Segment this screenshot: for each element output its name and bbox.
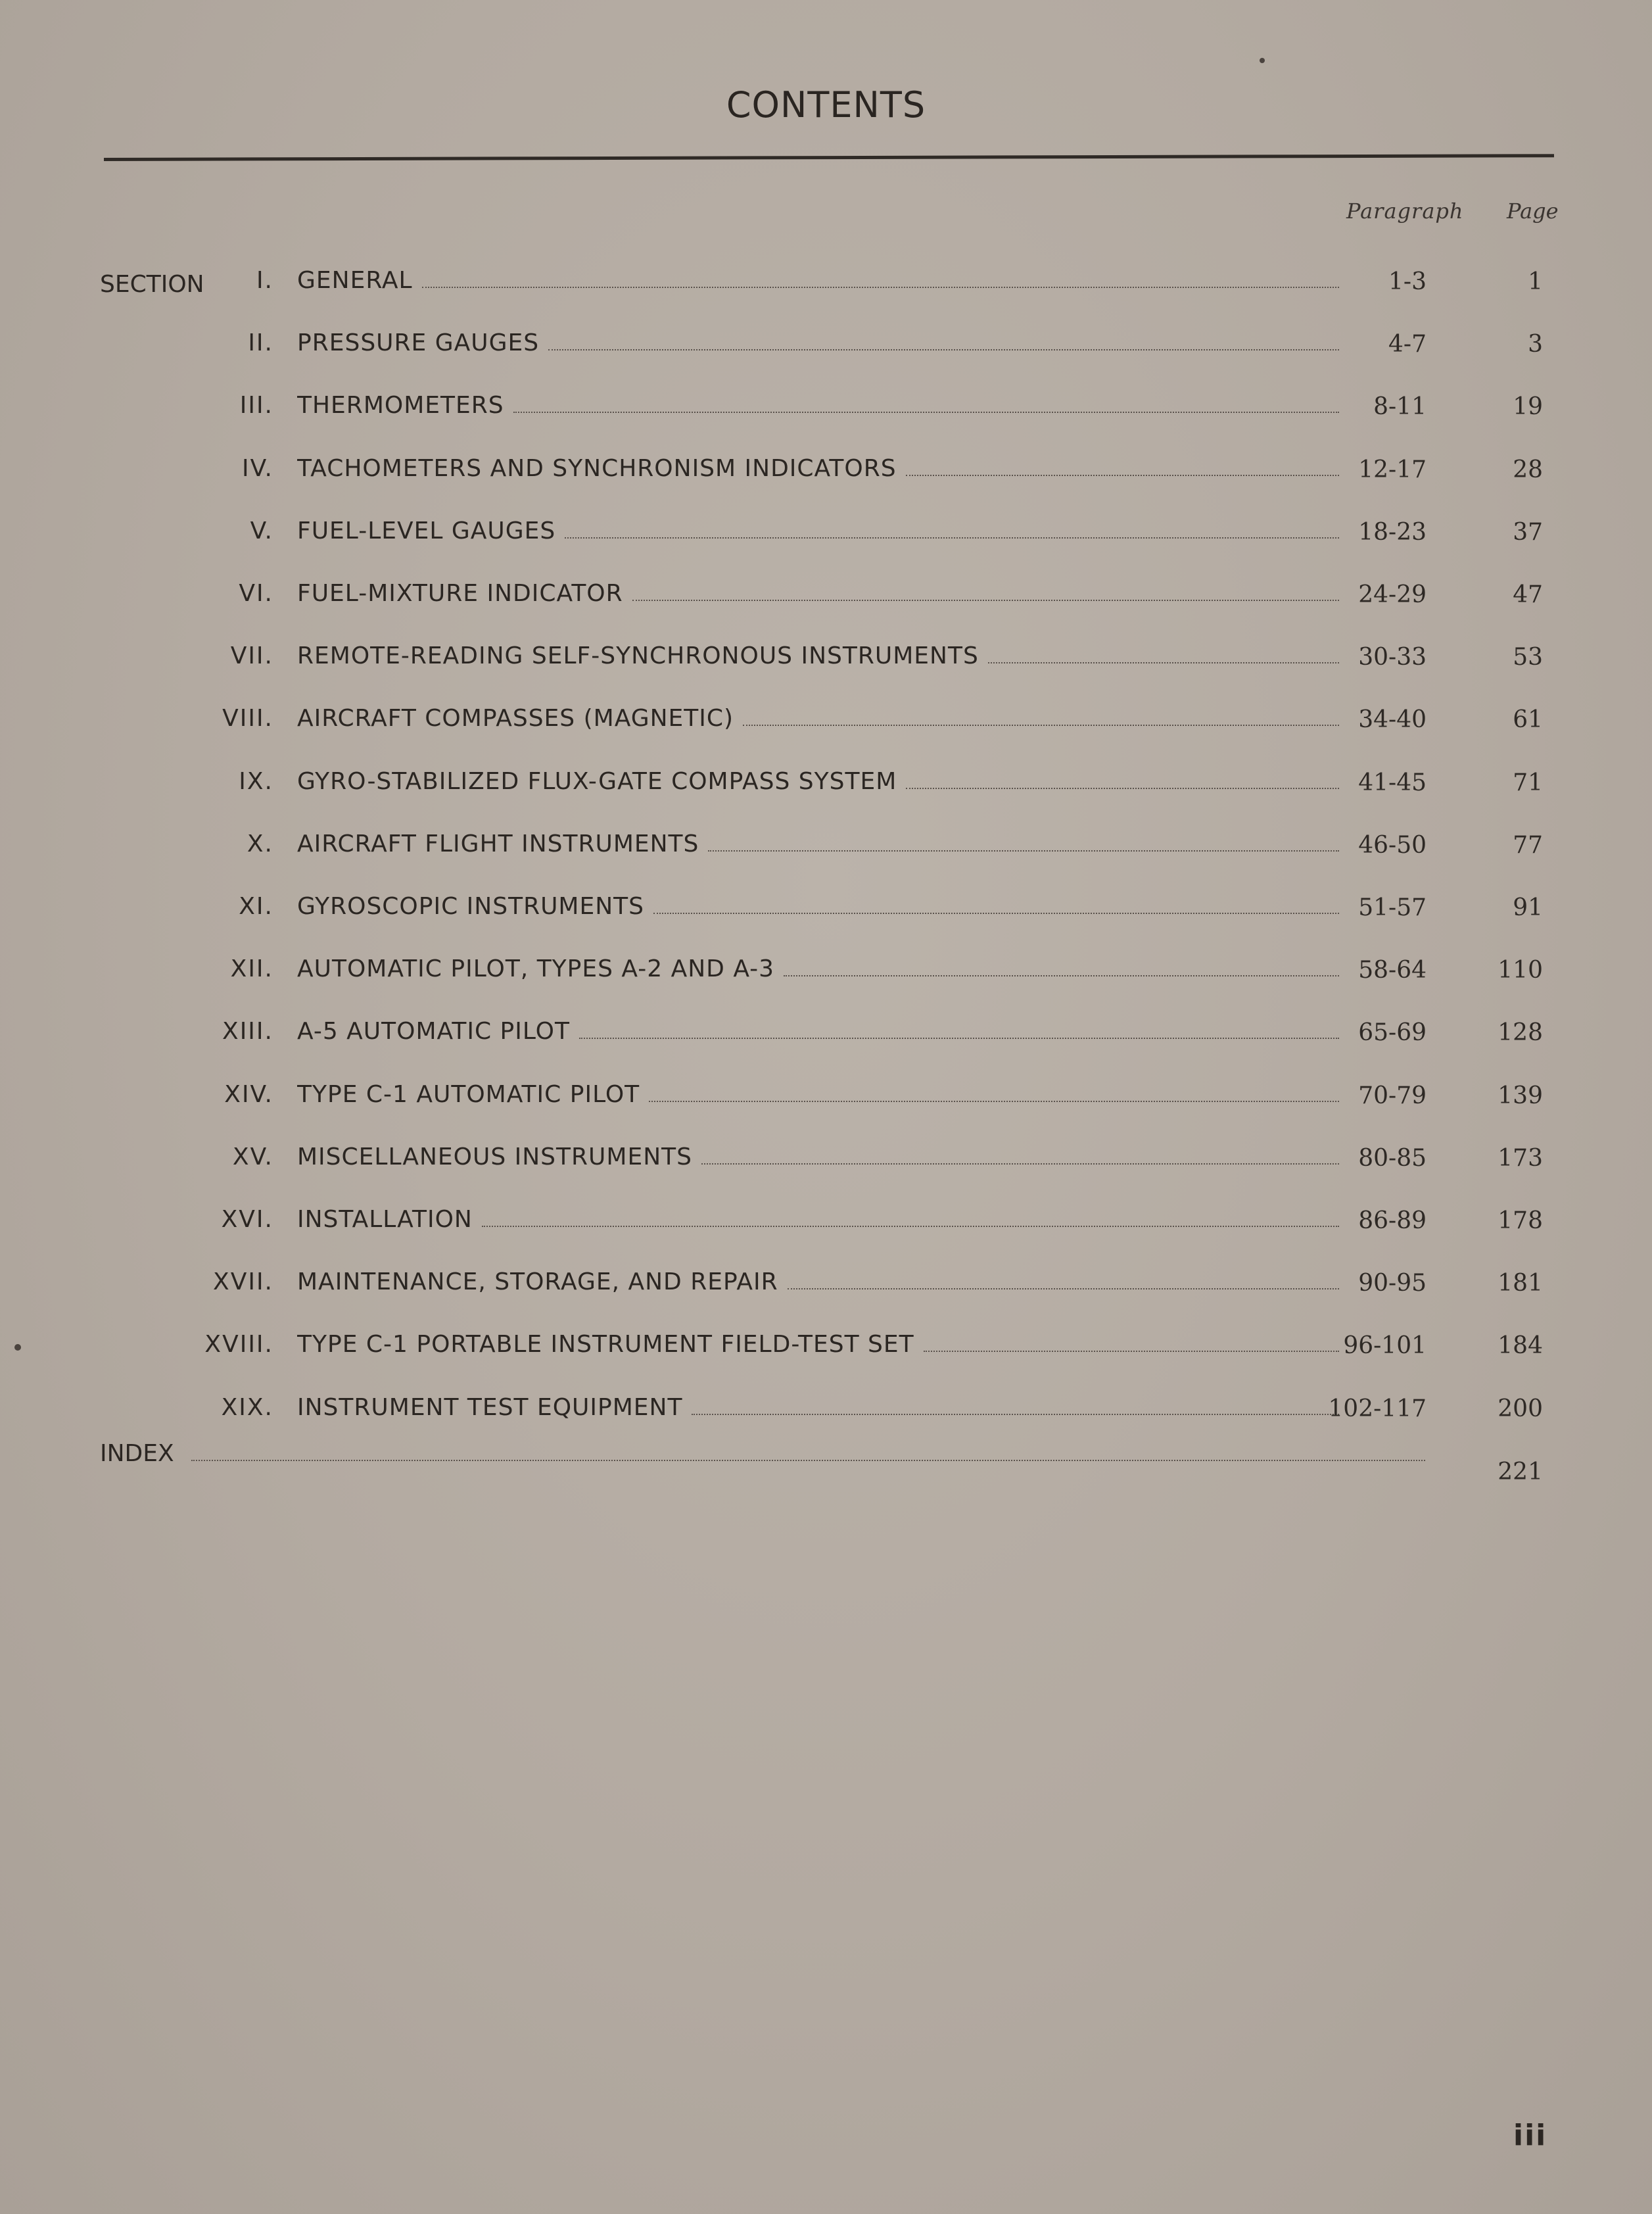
section-leader	[297, 1143, 1339, 1170]
page-number: 19	[1513, 393, 1543, 420]
index-label: INDEX	[100, 1440, 174, 1467]
toc-row[interactable]	[0, 267, 1652, 306]
toc-row[interactable]	[0, 1018, 1652, 1057]
dot-leader	[988, 662, 1339, 663]
paragraph-range: 1-3	[1388, 268, 1427, 295]
section-number: XVII.	[213, 1268, 273, 1295]
section-number: V.	[250, 517, 273, 544]
section-title: TYPE C-1 PORTABLE INSTRUMENT FIELD-TEST SET	[297, 1331, 914, 1358]
page-number: 77	[1513, 832, 1543, 859]
section-leader	[297, 392, 1339, 419]
dot-leader	[701, 1163, 1339, 1165]
page-number: 3	[1528, 331, 1543, 358]
dot-leader	[924, 1350, 1339, 1352]
toc-row[interactable]	[0, 768, 1652, 807]
toc-row[interactable]	[0, 955, 1652, 995]
section-title: A-5 AUTOMATIC PILOT	[297, 1018, 570, 1045]
toc-row[interactable]	[0, 1081, 1652, 1120]
section-number: XVI.	[221, 1206, 273, 1233]
paragraph-range: 58-64	[1358, 957, 1427, 984]
dot-leader	[906, 787, 1339, 789]
dot-leader	[579, 1037, 1339, 1039]
page-number: 1	[1528, 268, 1543, 295]
section-title: AUTOMATIC PILOT, TYPES A-2 AND A-3	[297, 955, 775, 982]
index-page-number: 221	[1498, 1458, 1543, 1485]
title-rule	[104, 154, 1554, 161]
dot-leader	[513, 411, 1339, 413]
section-title: INSTRUMENT TEST EQUIPMENT	[297, 1394, 683, 1421]
page-number: 61	[1513, 706, 1543, 733]
paragraph-range: 46-50	[1358, 832, 1427, 859]
page-number: 178	[1498, 1207, 1543, 1234]
section-leader	[297, 1206, 1339, 1233]
section-title: PRESSURE GAUGES	[297, 329, 540, 356]
paper-speck	[1260, 58, 1265, 63]
dot-leader	[743, 724, 1339, 726]
page-number: 200	[1498, 1395, 1543, 1422]
index-row[interactable]	[0, 1440, 1652, 1485]
page-number: 53	[1513, 644, 1543, 671]
paragraph-range: 41-45	[1358, 769, 1427, 796]
paragraph-range: 24-29	[1358, 581, 1427, 608]
page-number: 71	[1513, 769, 1543, 796]
toc-row[interactable]	[0, 1331, 1652, 1370]
dot-leader	[708, 850, 1339, 852]
section-number: XII.	[230, 955, 273, 982]
section-leader	[297, 1018, 1339, 1045]
section-number: XI.	[239, 893, 273, 920]
dot-leader	[482, 1225, 1339, 1227]
index-leader	[100, 1440, 1425, 1467]
paragraph-range: 12-17	[1358, 456, 1427, 483]
page-number: 184	[1498, 1332, 1543, 1359]
dot-leader	[784, 975, 1339, 976]
dot-leader	[422, 286, 1339, 288]
dot-leader	[548, 349, 1339, 350]
section-leader	[297, 329, 1339, 356]
section-title: TYPE C-1 AUTOMATIC PILOT	[297, 1081, 640, 1108]
section-leader	[297, 642, 1339, 669]
section-title: MISCELLANEOUS INSTRUMENTS	[297, 1143, 692, 1170]
paper-speck	[14, 1344, 21, 1351]
toc-row[interactable]	[0, 392, 1652, 431]
page-number: 37	[1513, 519, 1543, 546]
section-leader	[297, 893, 1339, 920]
section-leader	[297, 1331, 1339, 1358]
section-title: MAINTENANCE, STORAGE, AND REPAIR	[297, 1268, 778, 1295]
section-leader	[297, 455, 1339, 482]
section-leader	[297, 1268, 1339, 1295]
toc-row[interactable]	[0, 1268, 1652, 1308]
section-title: AIRCRAFT COMPASSES (MAGNETIC)	[297, 705, 734, 732]
toc-row[interactable]	[0, 642, 1652, 682]
section-leader	[297, 1394, 1339, 1421]
section-title: GYRO-STABILIZED FLUX-GATE COMPASS SYSTEM	[297, 768, 897, 795]
column-head-page: Page	[1507, 199, 1559, 224]
toc-row[interactable]	[0, 580, 1652, 619]
section-leader	[297, 1081, 1339, 1108]
paragraph-range: 34-40	[1358, 706, 1427, 733]
section-number: VIII.	[222, 705, 273, 732]
page-number: 128	[1498, 1019, 1543, 1046]
paragraph-range: 90-95	[1358, 1270, 1427, 1297]
paragraph-range: 70-79	[1358, 1082, 1427, 1109]
page-number: 139	[1498, 1082, 1543, 1109]
section-leader	[297, 768, 1339, 795]
page-number: 110	[1498, 957, 1543, 984]
section-number: VI.	[239, 580, 273, 607]
section-leader	[297, 517, 1339, 544]
folio-page-number: iii	[1513, 2119, 1547, 2152]
toc-row[interactable]	[0, 517, 1652, 557]
section-number: XVIII.	[204, 1331, 273, 1358]
section-title: GENERAL	[297, 267, 413, 294]
dot-leader	[653, 912, 1339, 914]
dot-leader	[649, 1100, 1339, 1102]
dot-leader	[906, 474, 1339, 476]
toc-row[interactable]	[0, 329, 1652, 369]
section-number: IX.	[239, 768, 273, 795]
section-title: AIRCRAFT FLIGHT INSTRUMENTS	[297, 830, 699, 857]
paragraph-range: 4-7	[1388, 331, 1427, 358]
column-head-paragraph: Paragraph	[1346, 199, 1464, 224]
paragraph-range: 96-101	[1343, 1332, 1427, 1359]
page-number: 47	[1513, 581, 1543, 608]
section-number: VII.	[230, 642, 273, 669]
toc-row[interactable]	[0, 1394, 1652, 1433]
paragraph-range: 51-57	[1358, 894, 1427, 921]
section-title: FUEL-LEVEL GAUGES	[297, 517, 556, 544]
section-leader	[297, 830, 1339, 857]
section-title: REMOTE-READING SELF-SYNCHRONOUS INSTRUMENTS	[297, 642, 979, 669]
section-title: GYROSCOPIC INSTRUMENTS	[297, 893, 645, 920]
section-number: IV.	[241, 455, 273, 482]
section-title: FUEL-MIXTURE INDICATOR	[297, 580, 623, 607]
toc-row[interactable]	[0, 455, 1652, 494]
page-number: 91	[1513, 894, 1543, 921]
toc-row[interactable]	[0, 893, 1652, 932]
paragraph-range: 30-33	[1358, 644, 1427, 671]
toc-row[interactable]	[0, 1206, 1652, 1245]
section-leader	[297, 955, 1339, 982]
paragraph-range: 86-89	[1358, 1207, 1427, 1234]
toc-row[interactable]	[0, 1143, 1652, 1183]
dot-leader	[565, 537, 1339, 539]
dot-leader	[191, 1459, 1425, 1461]
dot-leader	[788, 1287, 1339, 1289]
paragraph-range: 8-11	[1373, 393, 1427, 420]
page-number: 28	[1513, 456, 1543, 483]
section-number: I.	[256, 267, 273, 294]
section-number: X.	[247, 830, 273, 857]
paragraph-range: 18-23	[1358, 519, 1427, 546]
section-number: XIII.	[222, 1018, 273, 1045]
paragraph-range: 102-117	[1328, 1395, 1427, 1422]
section-number: XV.	[232, 1143, 273, 1170]
section-title: THERMOMETERS	[297, 392, 504, 419]
paragraph-range: 80-85	[1358, 1145, 1427, 1172]
page-number: 173	[1498, 1145, 1543, 1172]
dot-leader	[632, 599, 1339, 601]
toc-row[interactable]	[0, 705, 1652, 744]
paragraph-range: 65-69	[1358, 1019, 1427, 1046]
toc-row[interactable]	[0, 830, 1652, 870]
section-number: II.	[248, 329, 273, 356]
section-leader	[297, 267, 1339, 294]
section-number: XIV.	[224, 1081, 273, 1108]
section-title: TACHOMETERS AND SYNCHRONISM INDICATORS	[297, 455, 897, 482]
section-number: III.	[239, 392, 273, 419]
section-leader	[297, 705, 1339, 732]
section-leader	[297, 580, 1339, 607]
section-label: SECTION	[100, 271, 204, 298]
section-title: INSTALLATION	[297, 1206, 473, 1233]
section-number: XIX.	[221, 1394, 273, 1421]
page-title: CONTENTS	[726, 84, 926, 126]
dot-leader	[692, 1413, 1339, 1415]
page-number: 181	[1498, 1270, 1543, 1297]
